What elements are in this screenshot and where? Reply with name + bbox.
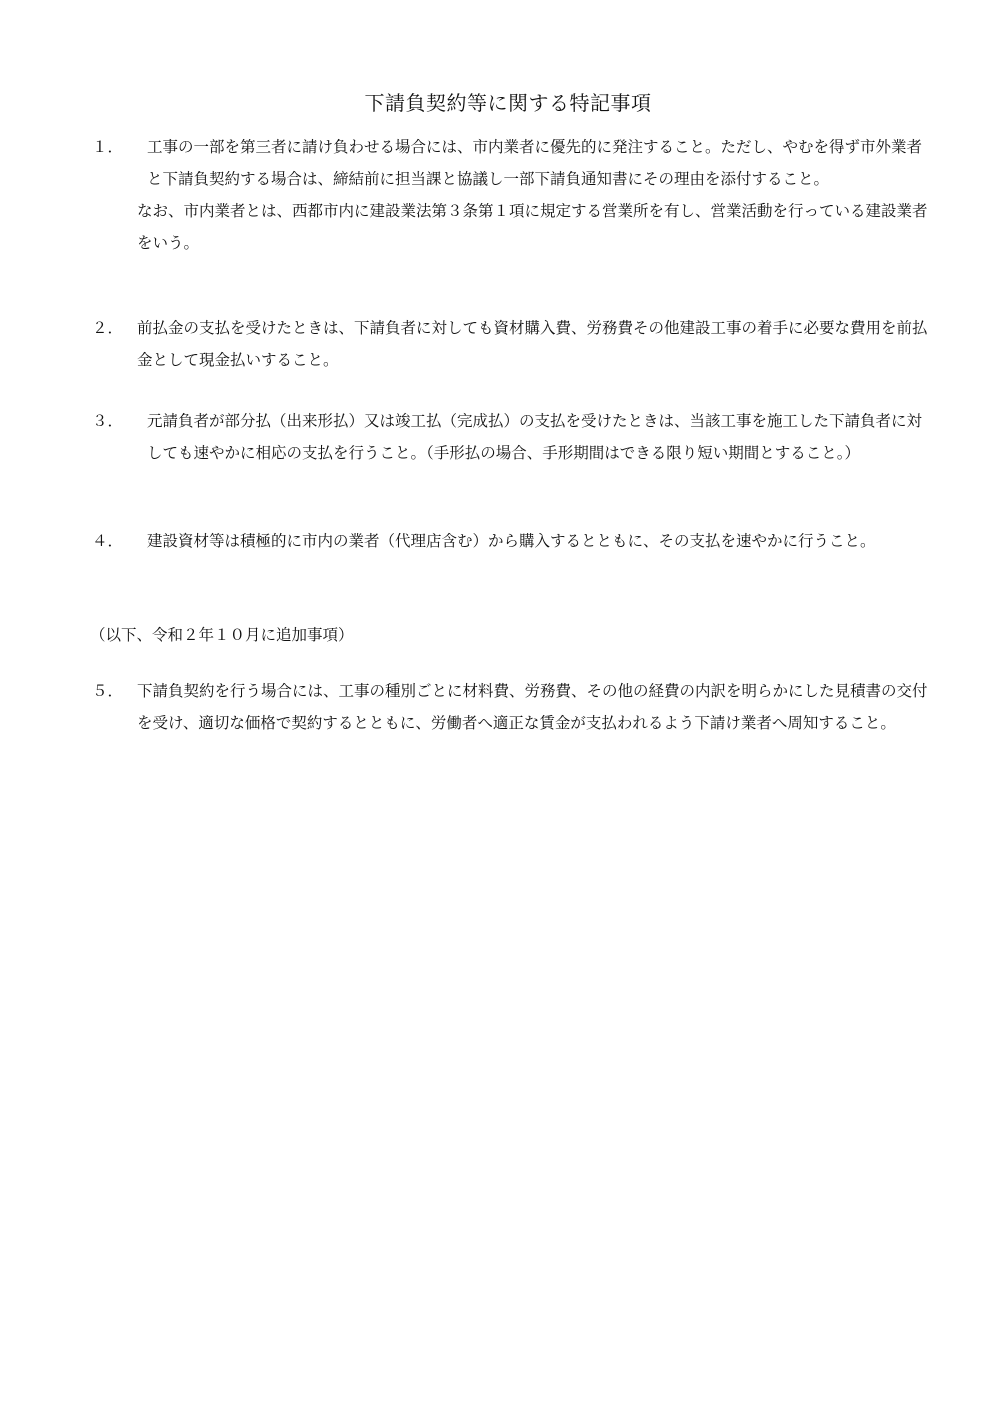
item-text — [137, 131, 937, 259]
item-paragraph: 元請負者が部分払（出来形払）又は竣工払（完成払）の支払を受けたときは、当該工事を施工した下請負者に対しても速やかに相応の支払を行うこと。（手形払の場合、手形期間はできる限り短い期間とすること。） — [147, 412, 923, 462]
item-text — [137, 675, 937, 739]
item-number: ４． — [92, 532, 124, 550]
list-item-3 — [92, 405, 937, 469]
list-item-2 — [92, 312, 937, 376]
list-item-5 — [92, 675, 937, 739]
item-paragraph: 前払金の支払を受けたときは、下請負者に対しても資材購入費、労務費その他建設工事の着手に必要な費用を前払金として現金払いすること。 — [137, 319, 928, 369]
item-paragraph: 下請負契約を行う場合には、工事の種別ごとに材料費、労務費、その他の経費の内訳を明らかにした見積書の交付を受け、適切な価格で契約するとともに、労働者へ適正な賃金が支払われるよう下請け業者へ周知すること。 — [137, 682, 928, 732]
item-paragraph: 工事の一部を第三者に請け負わせる場合には、市内業者に優先的に発注すること。ただし、やむを得ず市外業者と下請負契約する場合は、締結前に担当課と協議し一部下請負通知書にその理由を添付すること。 — [147, 138, 923, 188]
item-number: １． — [92, 138, 124, 156]
item-text — [147, 405, 937, 469]
addendum-note: （以下、令和２年１０月に追加事項） — [90, 626, 354, 644]
list-item-1 — [92, 131, 937, 259]
item-paragraph-note: なお、市内業者とは、西都市内に建設業法第３条第１項に規定する営業所を有し、営業活動を行っている建設業者をいう。 — [137, 202, 928, 252]
item-number: ２． — [92, 319, 124, 337]
document-title: 下請負契約等に関する特記事項 — [364, 91, 652, 115]
list-item-4 — [92, 525, 937, 557]
item-number: ５． — [92, 682, 124, 700]
item-text — [137, 312, 937, 376]
item-number: ３． — [92, 412, 124, 430]
item-text — [147, 525, 937, 557]
item-paragraph: 建設資材等は積極的に市内の業者（代理店含む）から購入するとともに、その支払を速やかに行うこと。 — [147, 532, 876, 550]
